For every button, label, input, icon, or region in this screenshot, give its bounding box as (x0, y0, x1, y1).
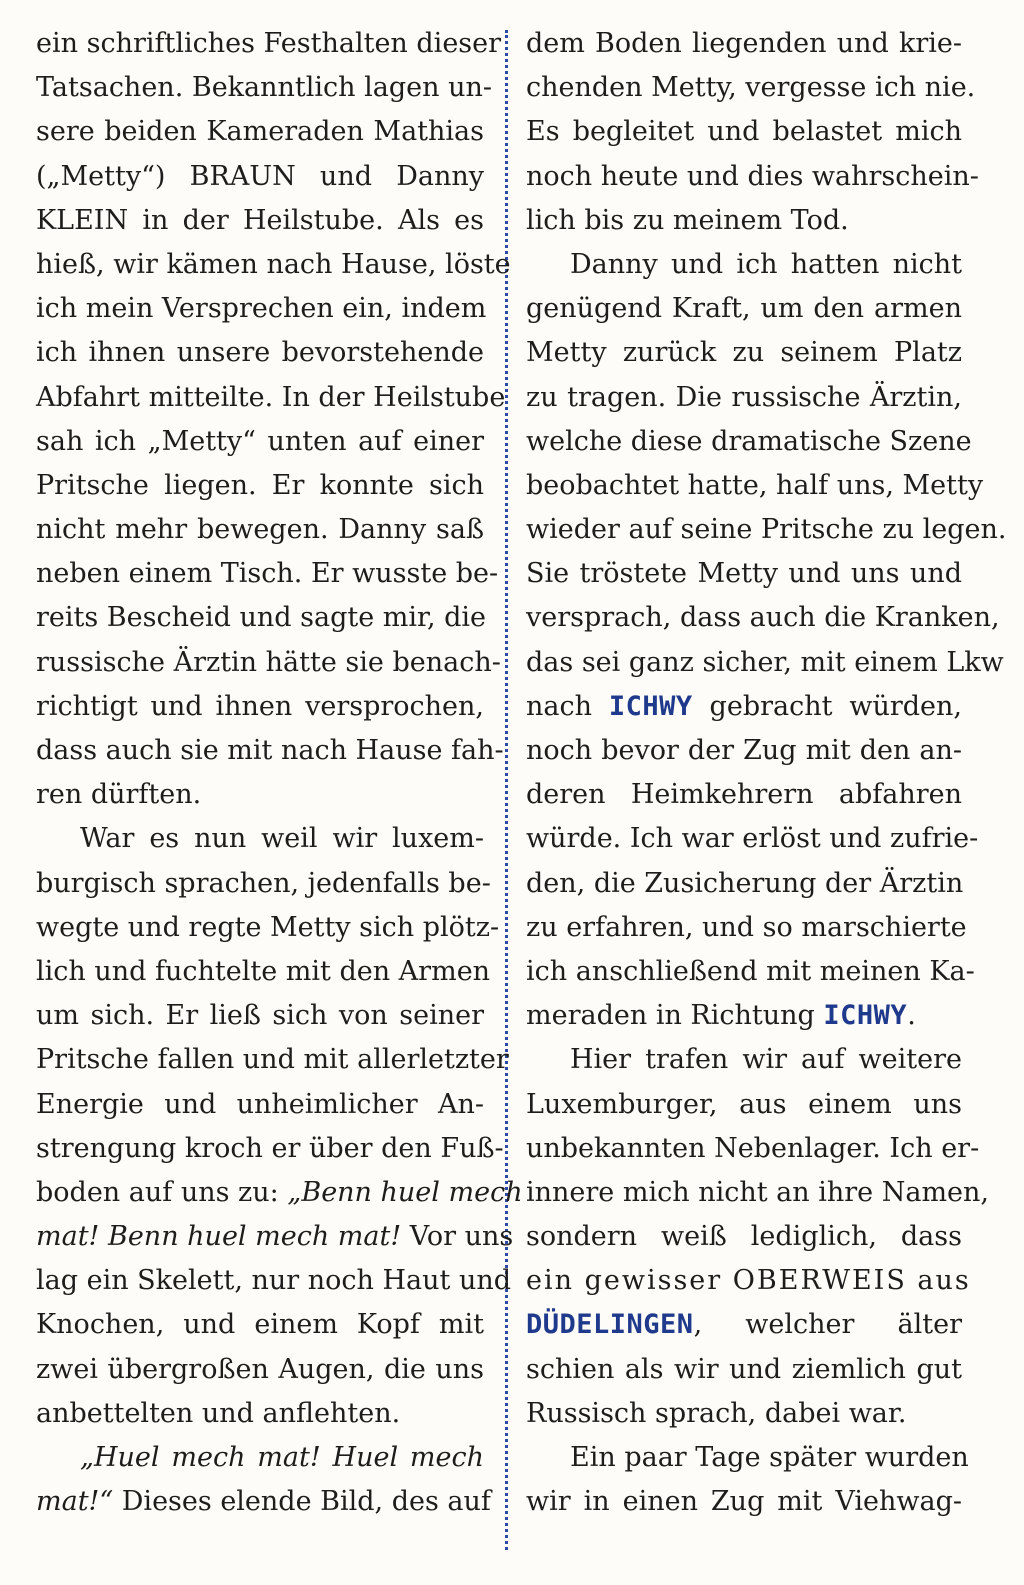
text-line: würde. Ich war erlöst und zufrie- (526, 823, 979, 855)
text-line: dass auch sie mit nach Hause fah- (36, 735, 504, 766)
text-line: reits Bescheid und sagte mir, die (36, 602, 487, 634)
text-line: innere mich nicht an ihre Namen, (526, 1176, 989, 1208)
text-line: Knochen, und einem Kopf mit (36, 1309, 484, 1341)
text-line: („Metty“) BRAUN und Danny (36, 160, 484, 192)
paragraph-start-line (36, 1436, 484, 1480)
text-line: zu tragen. Die russische Ärztin, (526, 381, 962, 413)
paragraph-start-line: Ein paar Tage später wurden (570, 1442, 969, 1473)
text-line: dem Boden liegenden und krie- (526, 28, 962, 59)
text-line: beobachtet hatte, half uns, Metty (526, 469, 984, 501)
text-line: zu erfahren, und so marschierte (526, 911, 967, 943)
left-text-column (36, 22, 523, 1524)
text-line: Metty zurück zu seinem Platz (526, 337, 962, 369)
text-line: russische Ärztin hätte sie benach- (36, 646, 501, 678)
text-line: ein schriftliches Festhalten dieser (36, 28, 502, 59)
text-line: Energie und unheimlicher An- (36, 1088, 484, 1120)
text-line: Luxemburger, aus einem uns (526, 1088, 962, 1120)
text-line: Abfahrt mitteilte. In der Heilstube (36, 381, 506, 413)
text-line: neben einem Tisch. Er wusste be- (36, 558, 499, 590)
text-line: boden auf uns zu: „Benn huel mech (36, 1176, 523, 1208)
text-line: genügend Kraft, um den armen (526, 293, 962, 325)
text-line: chenden Metty, vergesse ich nie. (526, 72, 976, 104)
text-line: Russisch sprach, dabei war. (526, 1397, 907, 1429)
text-line: Sie tröstete Metty und uns und (526, 558, 962, 590)
text-line: lich und fuchtelte mit den Armen (36, 955, 491, 987)
text-line: DÜDELINGEN, welcher älter (526, 1309, 962, 1341)
paragraph-start-line: Danny und ich hatten nicht (570, 248, 962, 280)
text-line: sondern weiß lediglich, dass (526, 1221, 962, 1253)
text-line: mat! Benn huel mech mat! Vor uns (36, 1221, 514, 1253)
text-line: sere beiden Kameraden Mathias (36, 116, 484, 148)
text-line: Pritsche fallen und mit allerletzter (36, 1044, 509, 1076)
text-line: Pritsche liegen. Er konnte sich (36, 469, 484, 501)
text-line: ein gewisser OBERWEIS aus (526, 1265, 971, 1297)
text-line: noch bevor der Zug mit den an- (526, 735, 962, 766)
quoted-speech: mat! Benn huel mech mat! (36, 1221, 402, 1253)
place-name-duedelingen: DÜDELINGEN (526, 1309, 694, 1341)
text-line: den, die Zusicherung der Ärztin (526, 867, 964, 899)
text-line: KLEIN in der Heilstube. Als es (36, 204, 484, 236)
text-line: ich mein Versprechen ein, indem (36, 293, 487, 325)
paragraph-start-line: War es nun weil wir luxem- (80, 823, 484, 855)
text-line: versprach, dass auch die Kranken, (526, 602, 1000, 634)
text-line: um sich. Er ließ sich von seiner (36, 1000, 484, 1032)
text-line: mat!“ Dieses elende Bild, des auf (36, 1486, 491, 1518)
text-line: noch heute und dies wahrschein- (526, 160, 979, 192)
paragraph-start-line: Hier trafen wir auf weitere (570, 1044, 962, 1076)
text-line: burgisch sprachen, jedenfalls be- (36, 867, 491, 899)
quoted-speech: „Benn huel mech (287, 1176, 523, 1208)
text-line: zwei übergroßen Augen, die uns (36, 1353, 484, 1385)
text-line: nicht mehr bewegen. Danny saß (36, 514, 484, 546)
text-line: deren Heimkehrern abfahren (526, 779, 962, 811)
text-line: richtigt und ihnen versprochen, (36, 690, 484, 722)
text-line: sah ich „Metty“ unten auf einer (36, 425, 484, 457)
quoted-speech: mat!“ (36, 1486, 114, 1518)
text-line: wir in einen Zug mit Viehwag- (526, 1486, 962, 1518)
text-line: wieder auf seine Pritsche zu legen. (526, 514, 1007, 546)
text-line: nach ICHWY gebracht würden, (526, 690, 962, 722)
text-line: welche diese dramatische Szene (526, 425, 972, 457)
text-line: Es begleitet und belastet mich (526, 116, 962, 148)
place-name-ichwy: ICHWY (608, 690, 693, 722)
place-name-ichwy: ICHWY (823, 1000, 908, 1032)
text-line: Tatsachen. Bekanntlich lagen un- (36, 72, 492, 104)
text-line: ren dürften. (36, 779, 202, 811)
text-line: anbettelten und anflehten. (36, 1397, 401, 1429)
text-line: das sei ganz sicher, mit einem Lkw (526, 646, 1004, 678)
text-line: ich ihnen unsere bevorstehende (36, 337, 484, 369)
text-line: strengung kroch er über den Fuß- (36, 1132, 504, 1164)
text-line: lich bis zu meinem Tod. (526, 204, 849, 236)
text-line: ich anschließend mit meinen Ka- (526, 955, 975, 987)
quoted-speech: „Huel mech mat! Huel mech (80, 1442, 484, 1473)
text-line: wegte und regte Metty sich plötz- (36, 911, 500, 943)
text-line: unbekannten Nebenlager. Ich er- (526, 1132, 980, 1164)
text-line: schien als wir und ziemlich gut (526, 1353, 962, 1385)
text-line: lag ein Skelett, nur noch Haut und (36, 1265, 512, 1297)
right-text-column (526, 22, 1007, 1524)
text-line: hieß, wir kämen nach Hause, löste (36, 248, 511, 280)
text-line: meraden in Richtung ICHWY. (526, 1000, 916, 1032)
